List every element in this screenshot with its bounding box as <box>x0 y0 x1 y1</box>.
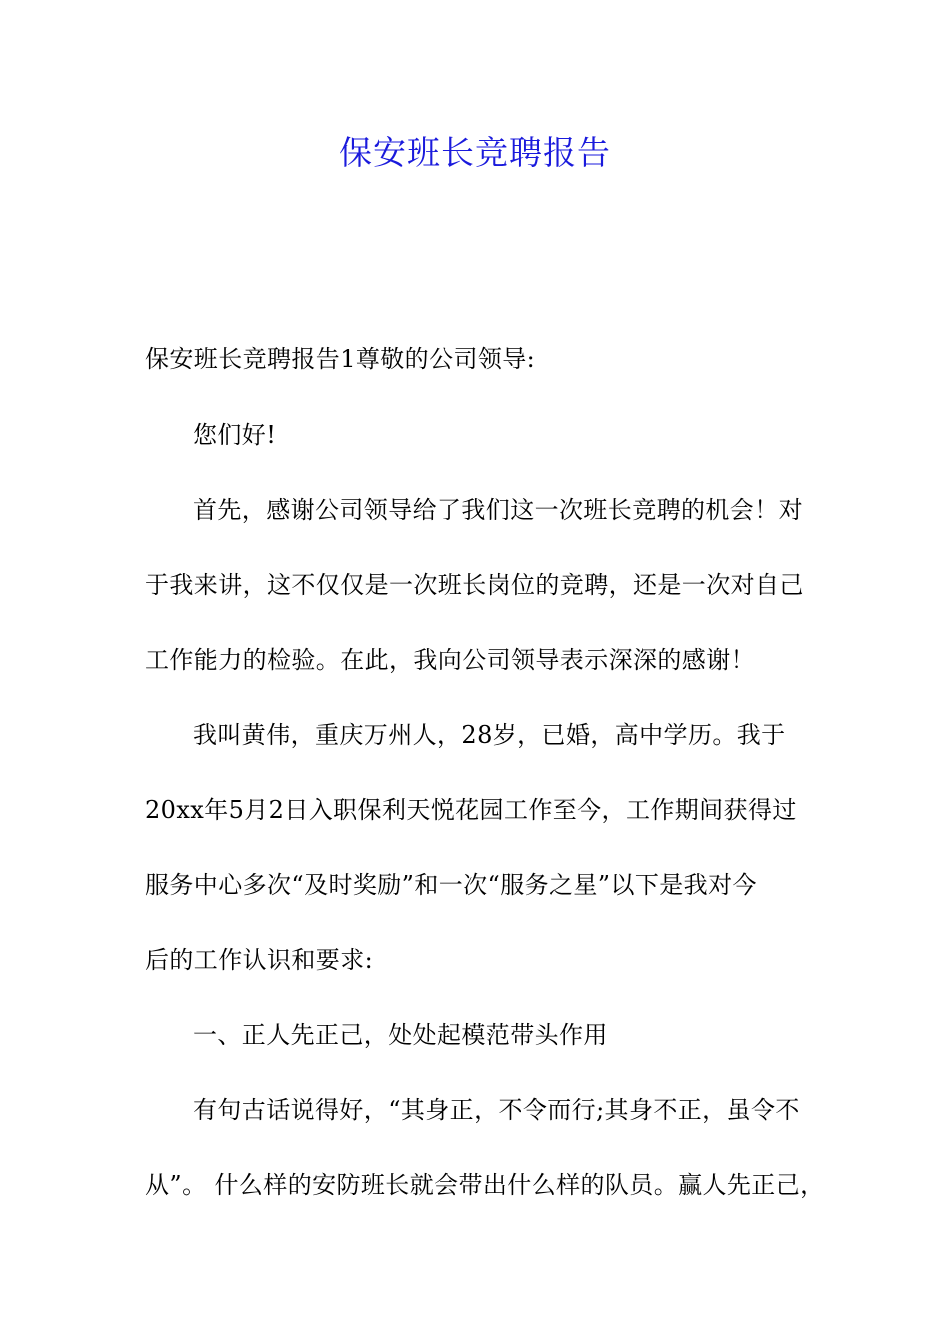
paragraph-line: 从”。 什么样的安防班长就会带出什么样的队员。赢人先正己， <box>145 1171 825 1199</box>
section-heading: 一、正人先正己，处处起模范带头作用 <box>193 1021 608 1049</box>
paragraph-line: 我叫黄伟，重庆万州人，28岁，已婚，高中学历。我于 <box>193 721 786 749</box>
paragraph-line: 服务中心多次“及时奖励”和一次“服务之星”以下是我对今 <box>145 871 757 899</box>
paragraph-line: 保安班长竞聘报告1尊敬的公司领导: <box>145 345 536 373</box>
paragraph-line: 您们好! <box>193 421 277 449</box>
paragraph-line: 首先，感谢公司领导给了我们这一次班长竞聘的机会！对 <box>193 496 803 524</box>
paragraph-line: 于我来讲，这不仅仅是一次班长岗位的竞聘，还是一次对自己 <box>145 571 804 599</box>
paragraph-line: 有句古话说得好，“其身正，不令而行;其身不正，虽令不 <box>193 1096 800 1124</box>
paragraph-line: 后的工作认识和要求: <box>145 946 374 974</box>
paragraph-line: 20xx年5月2日入职保利天悦花园工作至今，工作期间获得过 <box>145 796 797 824</box>
paragraph-line: 工作能力的检验。在此，我向公司领导表示深深的感谢！ <box>145 646 755 674</box>
document-title: 保安班长竞聘报告 <box>339 133 611 172</box>
